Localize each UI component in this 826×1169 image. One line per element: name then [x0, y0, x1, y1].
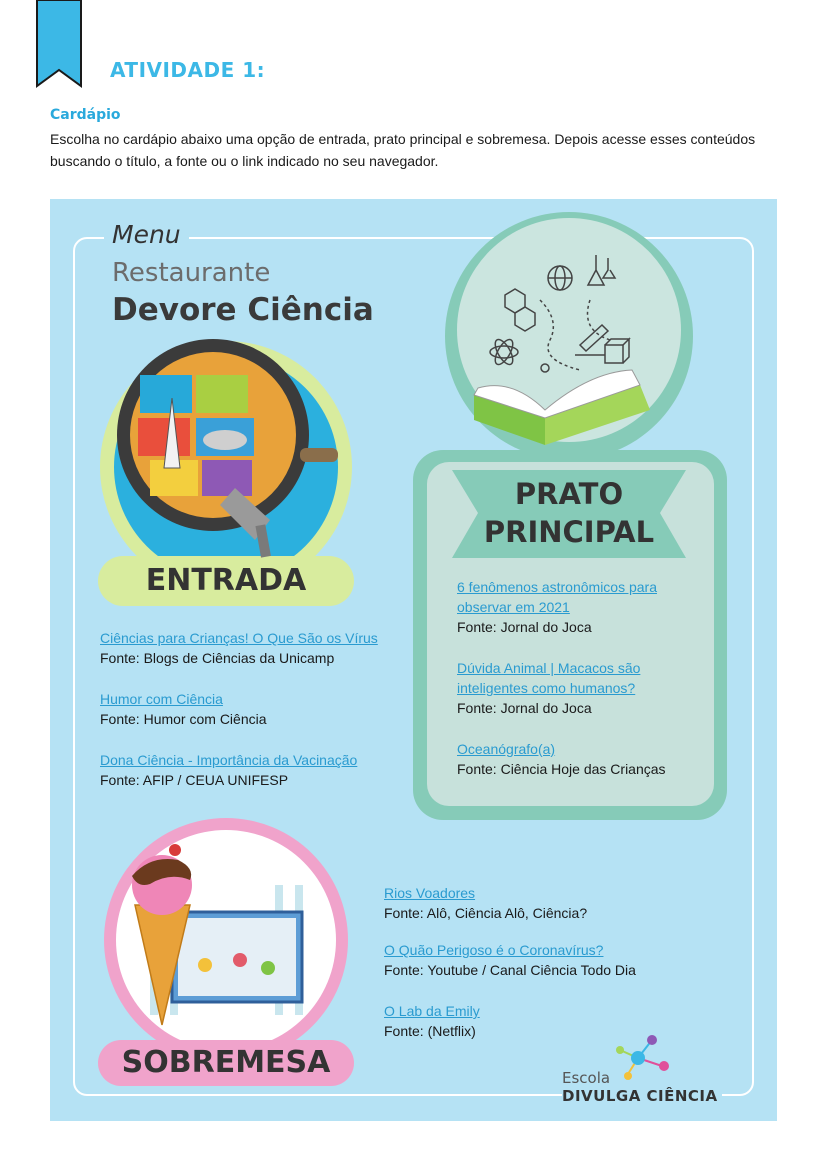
entrada-link-virus[interactable]: Ciências para Crianças! O Que São os Vírus	[100, 630, 378, 646]
list-item	[100, 628, 390, 668]
entrada-link-humor[interactable]: Humor com Ciência	[100, 691, 223, 707]
list-item	[384, 940, 714, 980]
list-item	[384, 1001, 714, 1041]
prato-link-astronomia[interactable]: 6 fenômenos astronômicos para observar em 2021	[457, 579, 657, 615]
entrada-source: Fonte: Blogs de Ciências da Unicamp	[100, 650, 335, 666]
sobremesa-list	[384, 883, 714, 1062]
menu-label: Menu	[104, 220, 189, 249]
entrada-badge: ENTRADA	[145, 563, 307, 598]
prato-source: Fonte: Ciência Hoje das Crianças	[457, 761, 666, 777]
sobremesa-source: Fonte: Alô, Ciência Alô, Ciência?	[384, 905, 588, 921]
entrada-source: Fonte: Humor com Ciência	[100, 711, 267, 727]
prato-link-oceanografo[interactable]: Oceanógrafo(a)	[457, 741, 556, 757]
sobremesa-badge: SOBREMESA	[121, 1045, 331, 1080]
list-item	[457, 577, 702, 637]
entrada-list	[100, 628, 390, 811]
sobremesa-link-rios[interactable]: Rios Voadores	[384, 885, 476, 901]
restaurant-subtitle: Restaurante	[112, 258, 271, 288]
logo-escola-text: Escola	[562, 1069, 611, 1087]
sobremesa-link-emily[interactable]: O Lab da Emily	[384, 1003, 480, 1019]
activity-title: ATIVIDADE 1:	[110, 58, 266, 82]
prato-badge-line1: PRATO	[514, 477, 624, 511]
list-item	[100, 750, 390, 790]
prato-list	[457, 577, 702, 800]
prato-source: Fonte: Jornal do Joca	[457, 619, 592, 635]
entrada-source: Fonte: AFIP / CEUA UNIFESP	[100, 772, 289, 788]
list-item	[100, 689, 390, 729]
prato-link-macacos[interactable]: Dúvida Animal | Macacos são inteligentes como humanos?	[457, 660, 641, 696]
list-item	[457, 739, 702, 779]
logo-divulga-text: DIVULGA CIÊNCIA	[562, 1087, 722, 1105]
list-item	[457, 658, 702, 718]
list-item	[384, 883, 714, 923]
sobremesa-source: Fonte: (Netflix)	[384, 1023, 476, 1039]
prato-source: Fonte: Jornal do Joca	[457, 700, 592, 716]
sobremesa-link-coronavirus[interactable]: O Quão Perigoso é o Coronavírus?	[384, 942, 604, 958]
sobremesa-source: Fonte: Youtube / Canal Ciência Todo Dia	[384, 962, 636, 978]
prato-badge-line2: PRINCIPAL	[483, 515, 655, 549]
restaurant-name: Devore Ciência	[112, 292, 374, 328]
section-title: Cardápio	[50, 107, 121, 123]
entrada-link-vacinacao[interactable]: Dona Ciência - Importância da Vacinação	[100, 752, 358, 768]
intro-paragraph: Escolha no cardápio abaixo uma opção de entrada, prato principal e sobremesa. Depois acesse esses conteúdos buscando o título, a fonte ou o link indicado no seu navegador.	[50, 131, 756, 169]
